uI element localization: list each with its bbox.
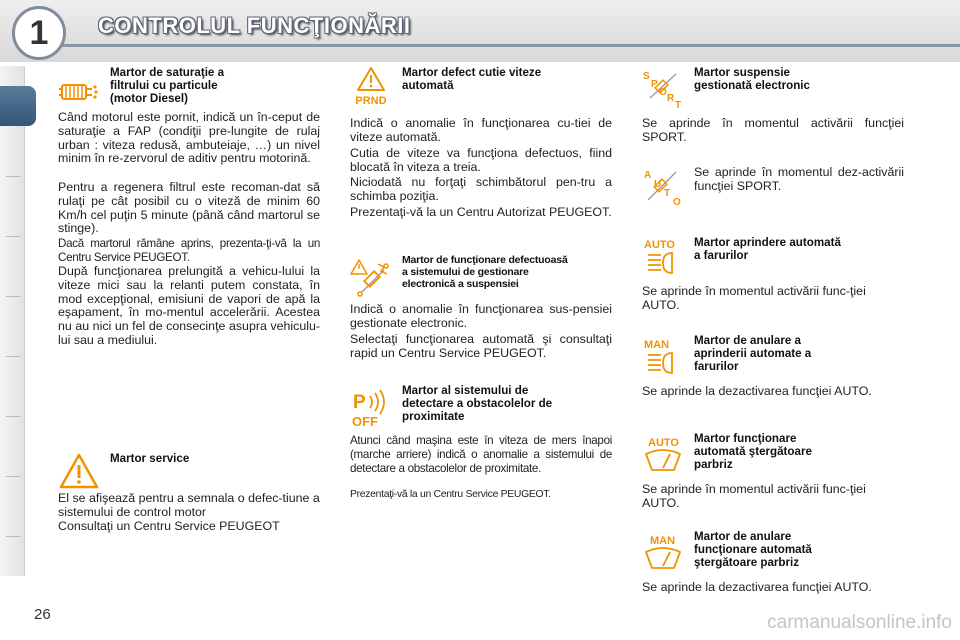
suspension-fault-paragraph-1: Indică o anomalie în funcţionarea sus-pensiei gestionate electronic.: [350, 302, 612, 330]
svg-text:AUTO: AUTO: [648, 437, 679, 449]
parking-sensor-paragraph-1: Atunci când maşina este în viteza de mers înapoi (marche arriere) indică o anomalie a sistemului de detectare a obstacolelor de proximitate.: [350, 434, 612, 475]
tab-divider: [6, 536, 20, 537]
svg-text:P: P: [651, 79, 658, 90]
tab-divider: [6, 176, 20, 177]
tab-divider: [6, 476, 20, 477]
auto-headlamp-icon: [642, 236, 684, 276]
tab-divider: [6, 236, 20, 237]
fap-paragraph-4: După funcţionarea prelungită a vehicu-lului la viteze mici sau la relanti putem constata, în mod excepţional, emisiuni de vapori de apă la eşapament, în mo-mentul accelerării. Acestea nu au nici un fel de consecinţe asupra vehiculu-lui sau a mediului.: [58, 264, 320, 347]
manual-headlamp-paragraph-1: Se aprinde la dezactivarea funcţiei AUTO.: [642, 384, 872, 398]
suspension-fault-title: Martor de funcţionare defectuoasă a sistemului de gestionare electronică a suspensiei: [402, 254, 568, 290]
manual-headlamp-icon: [642, 336, 684, 376]
gearbox-paragraph-3: Niciodată nu forţaţi schimbătorul pen-tru a schimba poziţia.: [350, 175, 612, 203]
tab-divider: [6, 296, 20, 297]
auto-headlamp-title: Martor aprindere automată a farurilor: [694, 236, 841, 262]
manual-wiper-paragraph-1: Se aprinde la dezactivarea funcţiei AUTO.: [642, 580, 872, 594]
svg-text:A: A: [644, 170, 652, 181]
tab-divider: [6, 356, 20, 357]
tab-divider: [6, 416, 20, 417]
sport-suspension-paragraph-1: Se aprinde în momentul activării funcţiei SPORT.: [642, 116, 904, 144]
gearbox-paragraph-1: Indică o anomalie în funcţionarea cu-tiei de viteze automată.: [350, 116, 612, 144]
header-rule: [60, 44, 960, 47]
gearbox-paragraph-4: Prezentaţi-vă la un Centru Autorizat PEUGEOT.: [350, 205, 612, 219]
svg-text:P: P: [353, 392, 366, 413]
fap-warning-title: Martor de saturaţie a filtrului cu particule (motor Diesel): [110, 66, 225, 105]
manual-headlamp-title: Martor de anulare a aprinderii automate a farurilor: [694, 334, 812, 373]
chapter-number: 1: [12, 6, 66, 60]
fap-paragraph-1: Când motorul este pornit, indică un în-ceput de saturaţie a FAP (condiţii pre-lungite de rulaj urban : viteza redusă, ambuteiaje, …) un nivel minim în re-zervorul de aditiv pentru motorină.: [58, 110, 320, 166]
svg-text:U: U: [654, 179, 662, 190]
watermark: carmanualsonline.info: [767, 612, 952, 633]
warning-triangle-icon: [58, 452, 100, 492]
svg-text:O: O: [673, 197, 681, 206]
svg-text:MAN: MAN: [650, 535, 676, 547]
parking-sensor-off-icon: [350, 388, 392, 428]
fap-filter-icon: [58, 72, 100, 112]
auto-suspension-icon: [642, 166, 684, 206]
svg-text:O: O: [659, 87, 667, 98]
service-paragraph-1: El se afişează pentru a semnala o defec-tiune a sistemului de control motor: [58, 491, 320, 519]
service-warning-title: Martor service: [110, 452, 190, 465]
parking-sensor-title: Martor al sistemului de detectare a obstacolelor de proximitate: [402, 384, 553, 423]
chapter-tab-active[interactable]: [0, 86, 36, 126]
svg-text:S: S: [643, 71, 650, 82]
svg-text:R: R: [667, 93, 675, 104]
fap-paragraph-2: Pentru a regenera filtrul este recoman-dat să rulaţi pe cât posibil cu o viteză de minim 60 Km/h cel puţin 5 minute (până când martorul se stinge).: [58, 180, 320, 236]
suspension-fault-paragraph-2: Selectaţi funcţionarea automată şi consultaţi rapid un Centru Service PEUGEOT.: [350, 332, 612, 360]
auto-wiper-icon: [642, 434, 684, 474]
page-title: CONTROLUL FUNCŢIONĂRII: [98, 13, 411, 38]
parking-sensor-paragraph-2: Prezentaţi-vă la un Centru Service PEUGEOT.: [350, 489, 551, 500]
fap-paragraph-3: Dacă martorul rămâne aprins, prezenta-ţi-vă la un Centru Service PEUGEOT.: [58, 237, 320, 264]
page-number: 26: [34, 606, 51, 623]
sport-suspension-icon: [642, 68, 684, 108]
auto-suspension-text: Se aprinde în momentul dez-activării funcţiei SPORT.: [694, 165, 904, 193]
svg-text:AUTO: AUTO: [644, 239, 675, 251]
svg-text:T: T: [664, 188, 671, 199]
svg-text:PRND: PRND: [355, 95, 387, 106]
sport-suspension-title: Martor suspensie gestionată electronic: [694, 66, 810, 92]
chapter-tab-strip[interactable]: [0, 66, 25, 576]
manual-wiper-title: Martor de anulare funcţionare automată ştergătoare parbriz: [694, 530, 812, 569]
suspension-fault-icon: [350, 258, 392, 298]
svg-text:T: T: [675, 100, 682, 108]
service-paragraph-2: Consultaţi un Centru Service PEUGEOT: [58, 519, 280, 533]
auto-wiper-title: Martor funcţionare automată ştergătoare parbriz: [694, 432, 812, 471]
auto-wiper-paragraph-1: Se aprinde în momentul activării func-ţiei AUTO.: [642, 482, 866, 510]
gearbox-prnd-icon: [350, 66, 392, 106]
auto-headlamp-paragraph-1: Se aprinde în momentul activării func-ţiei AUTO.: [642, 284, 866, 312]
svg-text:OFF: OFF: [352, 414, 378, 428]
svg-text:MAN: MAN: [644, 339, 670, 351]
gearbox-paragraph-2: Cutia de viteze va funcţiona defectuos, fiind blocată în viteza a treia.: [350, 146, 612, 174]
gearbox-warning-title: Martor defect cutie viteze automată: [402, 66, 542, 92]
manual-wiper-icon: [642, 532, 684, 572]
